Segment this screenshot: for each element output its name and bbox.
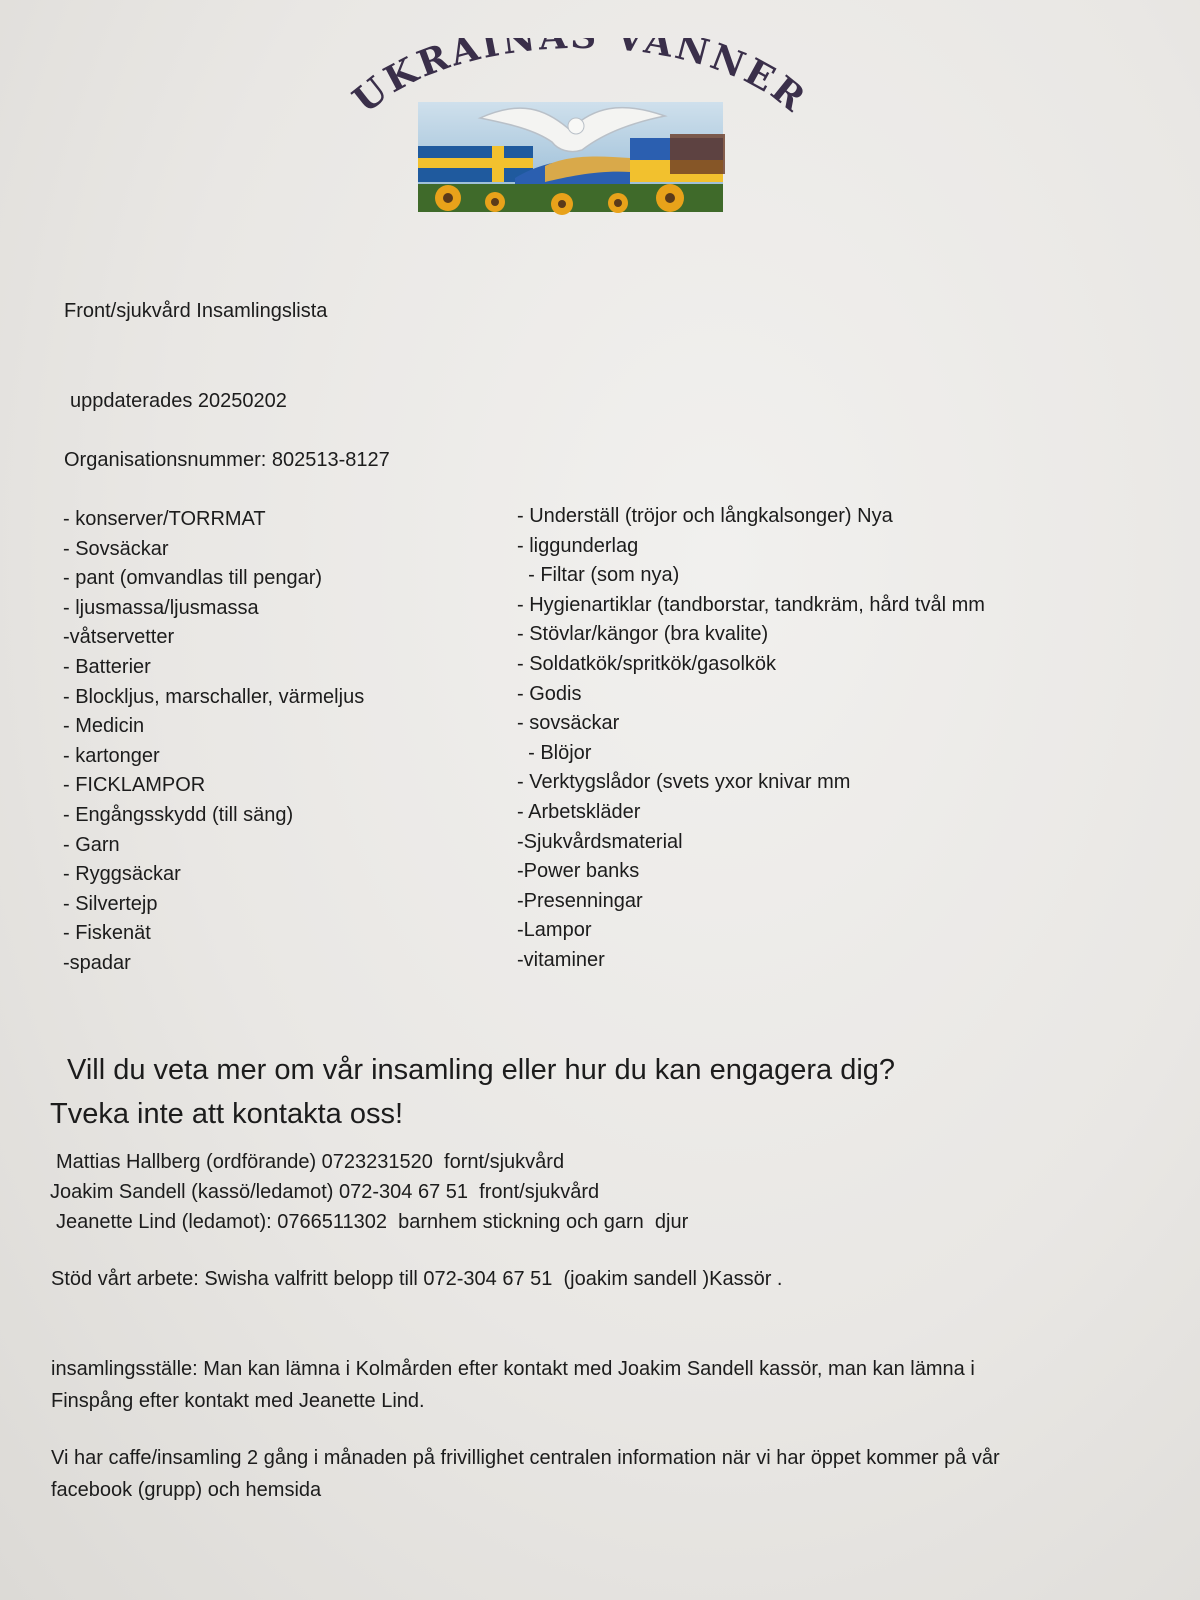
list-item: - Blockljus, marschaller, värmeljus — [63, 685, 365, 708]
list-item: - Silvertejp — [63, 892, 158, 915]
list-item: - Fiskenät — [63, 922, 151, 945]
list-item: - Soldatkök/spritkök/gasolkök — [517, 652, 777, 675]
list-item: -Lampor — [517, 919, 592, 942]
list-item: - Hygienartiklar (tandborstar, tandkräm, hård tvål mm — [517, 593, 985, 616]
collection-list-right — [517, 502, 985, 976]
list-item: - Blöjor — [517, 741, 592, 764]
list-item: - Filtar (som nya) — [517, 564, 680, 587]
list-item: - Garn — [63, 833, 120, 856]
list-item: - pant (omvandlas till pengar) — [63, 567, 323, 590]
list-item: - Underställ (tröjor och långkalsonger) Nya — [517, 505, 893, 527]
contact-person: Mattias Hallberg (ordförande) 0723231520 fornt/sjukvård — [56, 1151, 565, 1173]
list-item: - Medicin — [63, 715, 145, 738]
list-item: - Sovsäckar — [63, 537, 169, 560]
logo-text: UKRAIN VÄNNER — [345, 38, 815, 122]
updated-date: uppdaterades 20250202 — [70, 390, 287, 412]
list-item: -Presenningar — [517, 889, 643, 912]
list-item: - ljusmassa/ljusmassa — [63, 596, 259, 619]
organisation-number: Organisationsnummer: 802513-8127 — [64, 449, 390, 471]
list-item: - Godis — [517, 682, 582, 705]
list-item: -vitaminer — [517, 948, 605, 971]
list-item: -Power banks — [517, 860, 640, 883]
list-item: - Ryggsäckar — [63, 863, 181, 886]
list-item: - Verktygslådor (svets yxor knivar mm — [517, 771, 851, 794]
list-item: - liggunderlag — [517, 534, 639, 557]
swish-support-text: Stöd vårt arbete: Swisha valfritt belopp till 072-304 67 51 (joakim sandell )Kassör . — [51, 1268, 783, 1290]
contact-heading: Vill du veta mer om vår insamling eller hur du kan engagera dig? — [67, 1054, 896, 1086]
list-item: - sovsäckar — [517, 712, 620, 735]
list-item: - Stövlar/kängor (bra kvalite) — [517, 623, 769, 646]
ukrainas-vanner-logo — [330, 38, 830, 228]
list-item: - Batterier — [63, 655, 151, 678]
list-item: - konserver/TORRMAT — [63, 508, 266, 530]
list-item: - Engångsskydd (till säng) — [63, 803, 294, 826]
contact-person: Jeanette Lind (ledamot): 0766511302 barnhem stickning och garn djur — [56, 1211, 689, 1233]
cafe-info: Vi har caffe/insamling 2 gång i månaden på frivillighet centralen information när vi har öppet kommer på vår facebook (grupp) och hemsida — [51, 1447, 1000, 1501]
list-item: -våtservetter — [63, 626, 175, 649]
contact-person: Joakim Sandell (kassö/ledamot) 072-304 67 51 front/sjukvård — [50, 1181, 600, 1203]
document-title: Front/sjukvård Insamlingslista — [64, 300, 328, 322]
list-item: -Sjukvårdsmaterial — [517, 830, 683, 853]
dove-handshake-sunflower-icon — [330, 38, 830, 228]
collection-list-left — [63, 505, 364, 979]
list-item: - Arbetskläder — [517, 800, 641, 823]
list-item: -spadar — [63, 951, 131, 974]
list-item: - kartonger — [63, 744, 160, 767]
list-item: - FICKLAMPOR — [63, 774, 206, 797]
contact-subheading: Tveka inte att kontakta oss! — [50, 1098, 404, 1130]
dropoff-info: insamlingsställe: Man kan lämna i Kolmården efter kontakt med Joakim Sandell kassör, man kan lämna i Finspång efter kontakt med Jeanette Lind. — [51, 1358, 975, 1412]
